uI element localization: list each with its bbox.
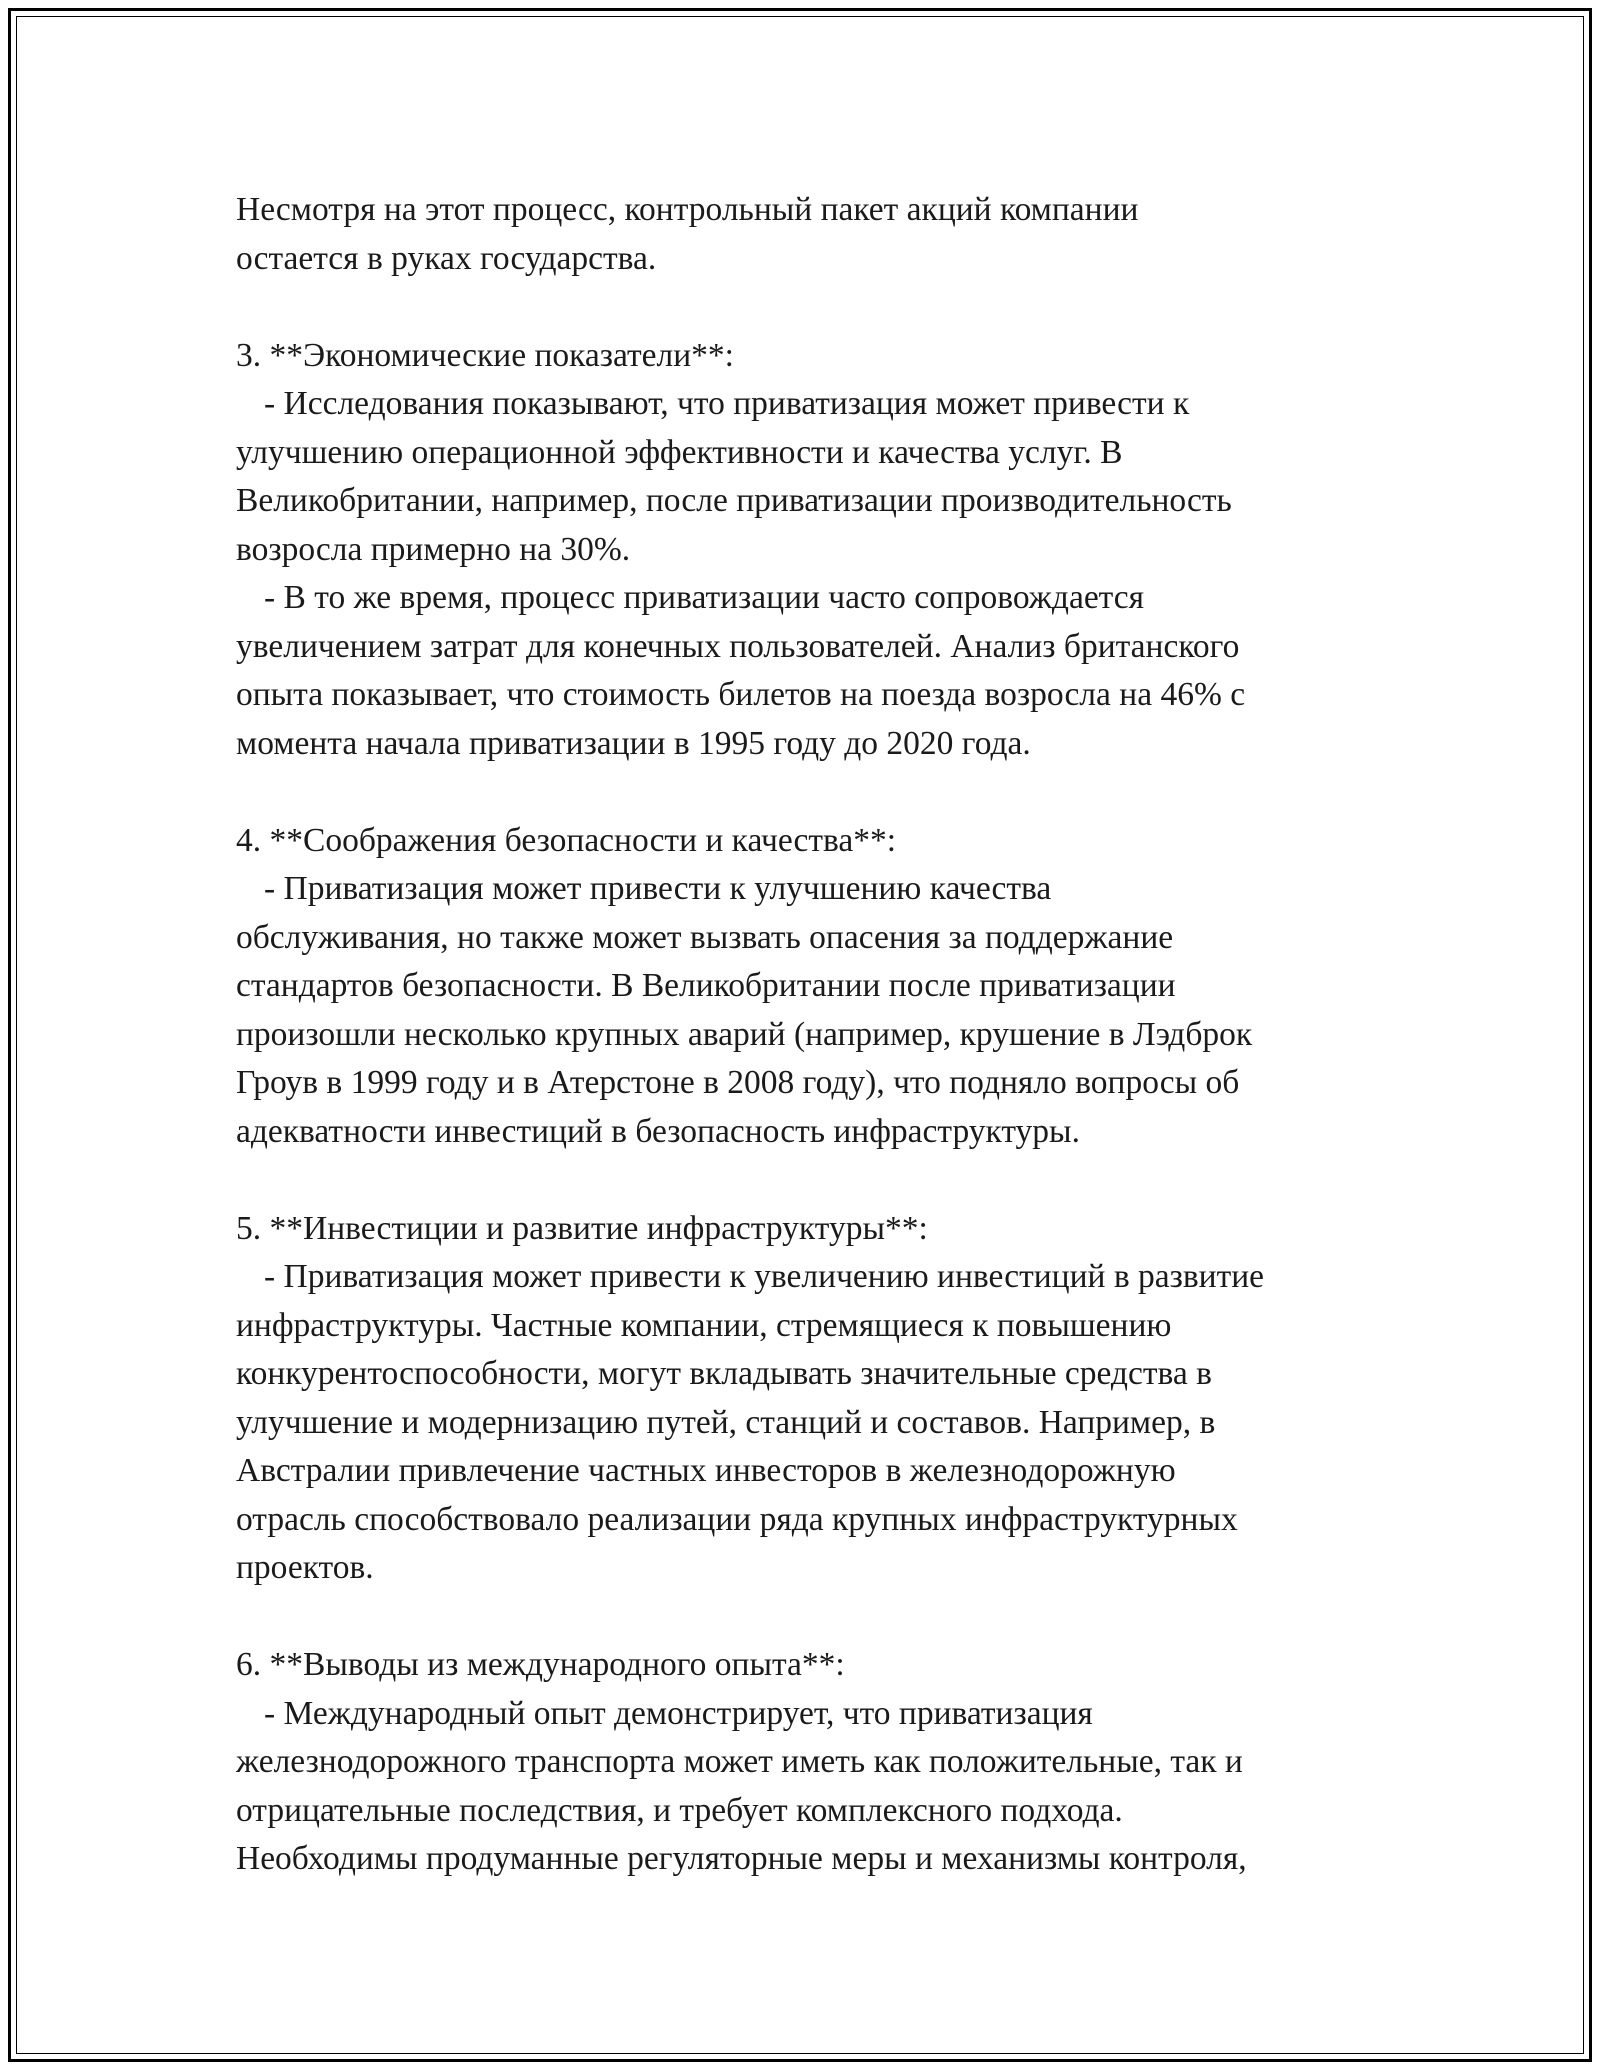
bullet-item xyxy=(236,1253,1416,1593)
text-line: адекватности инвестиций в безопасность инфраструктуры. xyxy=(236,1112,1080,1150)
section-investment-infrastructure xyxy=(236,1205,1416,1593)
text-line: произошли несколько крупных аварий (например, крушение в Лэдброк xyxy=(236,1015,1253,1053)
paragraph-gap xyxy=(236,768,1416,817)
text-line: отрасль способствовало реализации ряда крупных инфраструктурных xyxy=(236,1500,1238,1538)
text-line: - Международный опыт демонстрирует, что приватизация xyxy=(264,1694,1093,1732)
paragraph-gap xyxy=(236,1593,1416,1642)
text-line: Австралии привлечение частных инвесторов в железнодорожную xyxy=(236,1452,1176,1489)
text-line: - Исследования показывают, что приватизация может привести к xyxy=(264,385,1190,422)
section-heading: 5. **Инвестиции и развитие инфраструктуры**: xyxy=(236,1209,928,1247)
text-line: стандартов безопасности. В Великобритании после приватизации xyxy=(236,967,1176,1004)
section-economic-indicators xyxy=(236,332,1416,769)
text-line: - В то же время, процесс приватизации часто сопровождается xyxy=(264,579,1145,616)
text-line: проектов. xyxy=(236,1549,374,1586)
bullet-item xyxy=(236,574,1416,768)
text-line: момента начала приватизации в 1995 году до 2020 года. xyxy=(236,724,1031,762)
text-line: возросла примерно на 30%. xyxy=(236,530,631,568)
text-line: остается в руках государства. xyxy=(236,239,657,277)
text-line: - Приватизация может привести к увеличению инвестиций в развитие xyxy=(264,1258,1265,1295)
section-heading: 4. **Соображения безопасности и качества**: xyxy=(236,821,897,859)
text-line: обслуживания, но также может вызвать опасения за поддержание xyxy=(236,918,1174,956)
bullet-item xyxy=(236,1690,1416,1884)
text-line: Несмотря на этот процесс, контрольный пакет акций компании xyxy=(236,191,1139,228)
text-line: Великобритании, например, после приватизации производительность xyxy=(236,482,1232,519)
text-line: железнодорожного транспорта может иметь как положительные, так и xyxy=(236,1743,1243,1780)
section-international-lessons xyxy=(236,1641,1416,1884)
section-safety-quality xyxy=(236,817,1416,1157)
document-body xyxy=(236,186,1416,1884)
text-line: Гроув в 1999 году и в Атерстоне в 2008 году), что подняло вопросы об xyxy=(236,1064,1240,1101)
text-line: увеличением затрат для конечных пользователей. Анализ британского xyxy=(236,627,1240,665)
section-heading: 6. **Выводы из международного опыта**: xyxy=(236,1646,845,1683)
paragraph-gap xyxy=(236,1156,1416,1205)
text-line: инфраструктуры. Частные компании, стремящиеся к повышению xyxy=(236,1306,1172,1344)
text-line: - Приватизация может привести к улучшению качества xyxy=(264,870,1052,907)
bullet-item xyxy=(236,865,1416,1156)
text-line: отрицательные последствия, и требует комплексного подхода. xyxy=(236,1791,1123,1829)
intro-paragraph xyxy=(236,186,1416,283)
bullet-item xyxy=(236,380,1416,574)
text-line: Необходимы продуманные регуляторные меры и механизмы контроля, xyxy=(236,1840,1247,1877)
text-line: улучшению операционной эффективности и качества услуг. В xyxy=(236,433,1123,471)
text-line: конкурентоспособности, могут вкладывать значительные средства в xyxy=(236,1355,1212,1392)
text-line: опыта показывает, что стоимость билетов на поезда возросла на 46% с xyxy=(236,676,1246,713)
section-heading: 3. **Экономические показатели**: xyxy=(236,336,734,374)
text-line: улучшение и модернизацию путей, станций и составов. Например, в xyxy=(236,1403,1216,1441)
paragraph-gap xyxy=(236,283,1416,332)
